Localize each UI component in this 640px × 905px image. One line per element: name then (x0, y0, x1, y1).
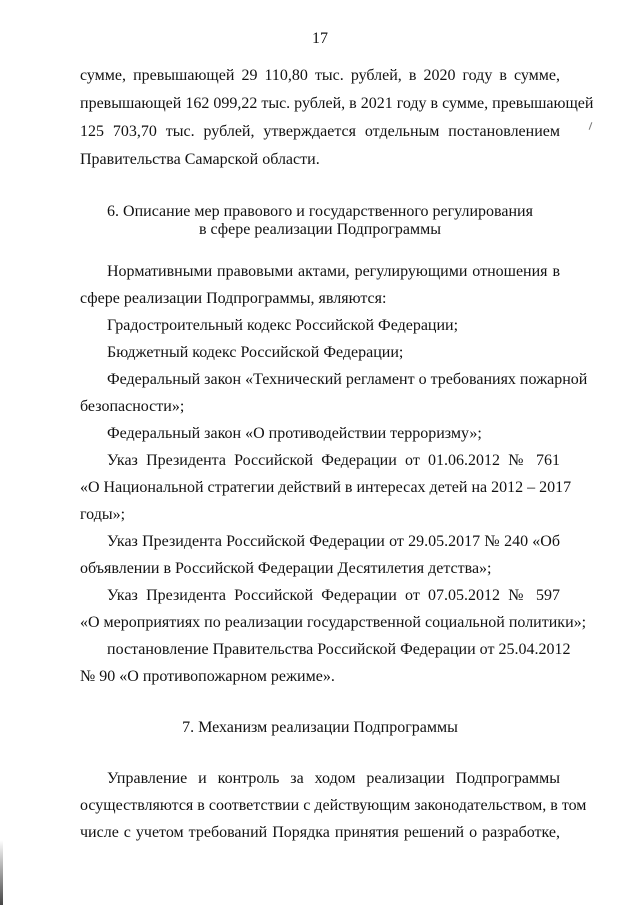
section-6-line: годы»; (80, 506, 126, 523)
section-6-line: Указ Президента Российской Федерации от 07.05.2012 № 597 (107, 587, 560, 604)
section-6-line: Федеральный закон «Технический регламент о требованиях пожарной (107, 371, 588, 388)
section-6-line: постановление Правительства Российской Федерации от 25.04.2012 (107, 641, 571, 658)
section-6-heading-line-2: в сфере реализации Подпрограммы (198, 221, 442, 238)
section-6-line: сфере реализации Подпрограммы, являются: (80, 290, 387, 307)
section-6-line: безопасности»; (80, 398, 185, 415)
paragraph-line: превышающей 162 099,22 тыс. рублей, в 2021 году в сумме, превышающей (80, 95, 594, 112)
section-7-line: осуществляются в соответствии с действующим законодательством, в том (80, 797, 587, 814)
section-6-line: Бюджетный кодекс Российской Федерации; (107, 344, 404, 361)
section-7-line: Управление и контроль за ходом реализации Подпрограммы (107, 770, 560, 787)
scan-speck (589, 122, 593, 130)
section-6-line: «О Национальной стратегии действий в интересах детей на 2012 – 2017 (80, 479, 572, 496)
section-7-heading: 7. Механизм реализации Подпрограммы (182, 719, 458, 736)
page-number: 17 (312, 30, 328, 47)
paragraph-line: 125 703,70 тыс. рублей, утверждается отдельным постановлением (80, 123, 560, 140)
section-6-line: «О мероприятиях по реализации государственной социальной политики»; (80, 614, 587, 631)
paragraph-line: Правительства Самарской области. (80, 151, 320, 168)
section-6-line: Указ Президента Российской Федерации от 01.06.2012 № 761 (107, 452, 560, 469)
section-6-line: Федеральный закон «О противодействии терроризму»; (107, 425, 482, 442)
section-6-line: Нормативными правовыми актами, регулирующими отношения в (107, 263, 560, 280)
paragraph-line: сумме, превышающей 29 110,80 тыс. рублей, в 2020 году в сумме, (80, 67, 560, 84)
section-6-line: Указ Президента Российской Федерации от 29.05.2017 № 240 «Об (107, 533, 560, 550)
section-6-line: № 90 «О противопожарном режиме». (80, 668, 335, 685)
section-6-line: Градостроительный кодекс Российской Федерации; (107, 317, 459, 334)
section-6-line: объявлении в Российской Федерации Десятилетия детства»; (80, 560, 492, 577)
section-6-heading-line-1: 6. Описание мер правового и государственного регулирования (107, 203, 533, 220)
scan-edge-shadow (0, 840, 3, 905)
section-7-line: числе с учетом требований Порядка принятия решений о разработке, (80, 824, 560, 841)
